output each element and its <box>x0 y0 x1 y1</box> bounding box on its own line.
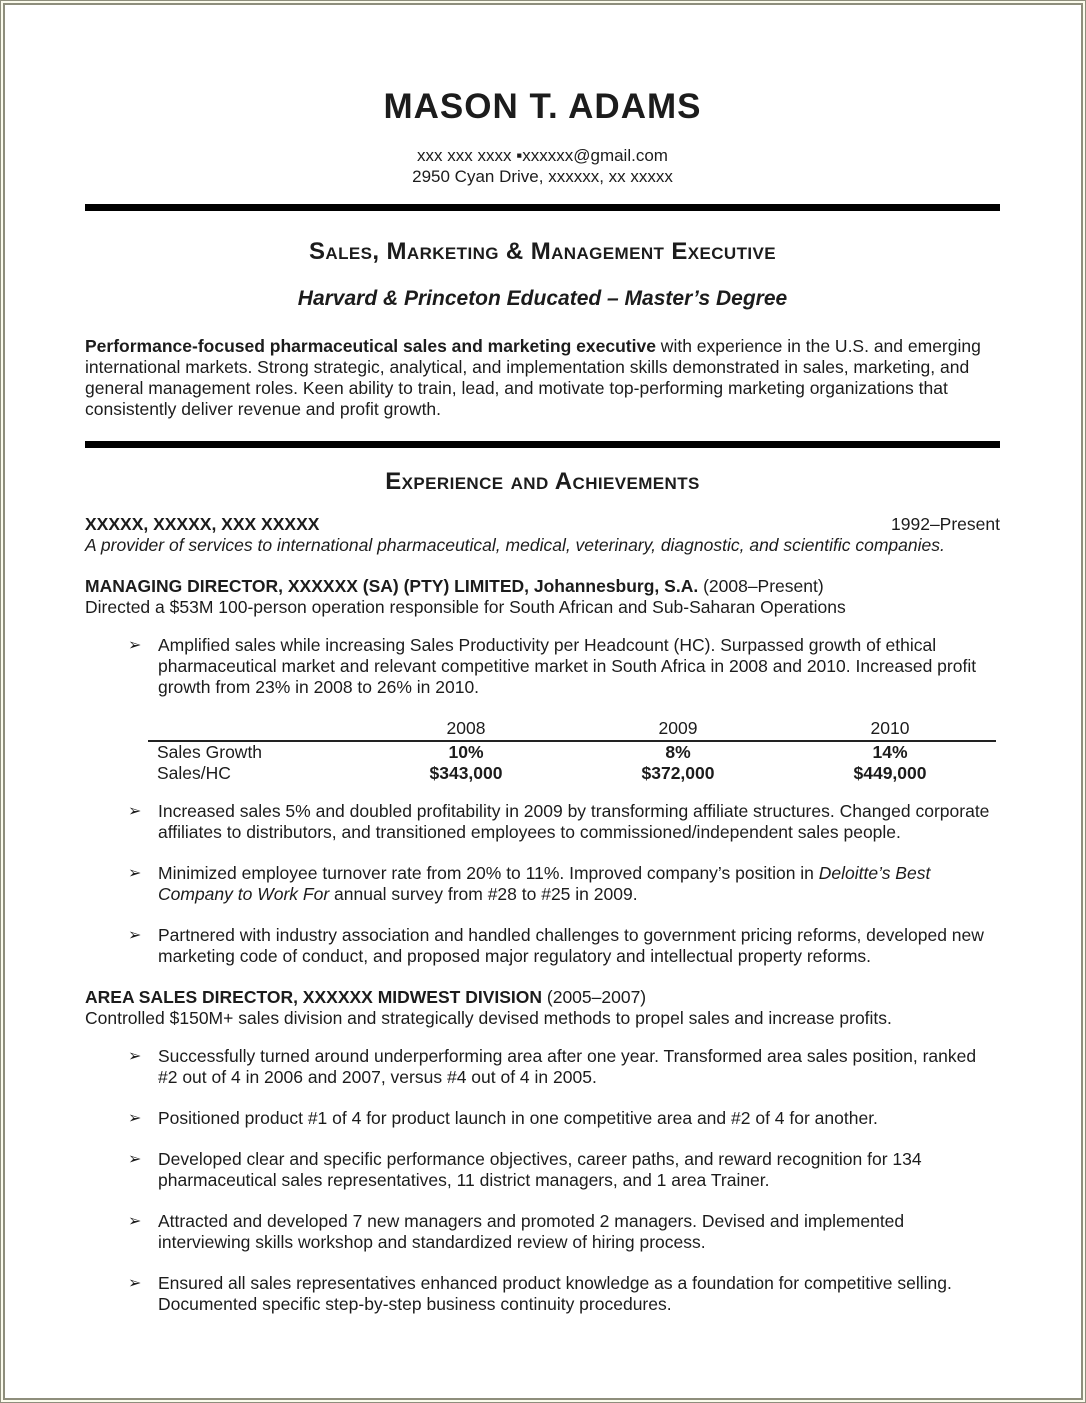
bullet-arrow-icon: ➢ <box>128 1212 142 1230</box>
job2-title: AREA SALES DIRECTOR, XXXXXX MIDWEST DIVISION <box>85 986 543 1007</box>
summary-paragraph <box>85 336 1000 420</box>
company-row <box>85 514 1000 535</box>
job1-bullet-list-a <box>85 635 1000 698</box>
summary-rest: with experience in the U.S. and emerging international markets. Strong strategic, analytical, and implementation skills demonstrated in sales, marketing, and general management roles. Keen ability to train, lead, and motivate top-performing marketing organizations that consistently deliver revenue and profit growth. <box>85 335 981 419</box>
bullet-arrow-icon: ➢ <box>128 1150 142 1168</box>
sales-table-year: 2008 <box>446 717 486 738</box>
summary-lead: Performance-focused pharmaceutical sales and marketing executive <box>85 335 656 356</box>
bullet-text <box>158 863 1000 905</box>
sales-table-row <box>148 763 996 784</box>
bullet-item <box>128 1108 1000 1129</box>
sales-table <box>148 718 996 784</box>
sales-table-year: 2010 <box>870 717 910 738</box>
job2-summary-line: Controlled $150M+ sales division and strategically devised methods to propel sales and increase profits. <box>85 1007 892 1028</box>
sales-table-cell: 14% <box>872 741 908 762</box>
sales-table-row-label: Sales Growth <box>157 741 263 762</box>
bullet-arrow-icon: ➢ <box>128 864 142 882</box>
company-dates: 1992–Present <box>891 513 1000 534</box>
job1-title: MANAGING DIRECTOR, XXXXXX (SA) (PTY) LIMITED, Johannesburg, S.A. <box>85 575 699 596</box>
sales-table-corner <box>148 718 360 739</box>
bullet-arrow-icon: ➢ <box>128 1109 142 1127</box>
sales-table-header-row <box>148 718 996 742</box>
section-heading-experience: Experience and Achievements <box>385 467 700 495</box>
divider-rule-middle <box>85 441 1000 448</box>
job1-dates: (2008–Present) <box>698 575 824 596</box>
sales-table-cell: $372,000 <box>641 762 715 783</box>
bullet-text: Attracted and developed 7 new managers and promoted 2 managers. Devised and implemented interviewing skills workshop and standardized review of hiring process. <box>158 1210 905 1252</box>
contact-line-phone-email: xxx xxx xxxx ▪xxxxxx@gmail.com <box>417 145 668 165</box>
bullet-text: Increased sales 5% and doubled profitability in 2009 by transforming affiliate structures. Changed corporate affiliates to distributors, and transitioned employees to commissioned/independent sales people. <box>158 800 990 842</box>
bullet-text: Developed clear and specific performance objectives, career paths, and reward recognition for 134 pharmaceutical sales representatives, 11 district managers, and 1 area Trainer. <box>158 1148 922 1190</box>
bullet-arrow-icon: ➢ <box>128 1274 142 1292</box>
sales-table-cell: $343,000 <box>429 762 503 783</box>
divider-rule-top <box>85 204 1000 211</box>
bullet-text: Partnered with industry association and handled challenges to government pricing reforms, developed new marketing code of conduct, and proposed major regulatory and intellectual property reforms. <box>158 924 984 966</box>
job1-title-row <box>85 576 1000 597</box>
bullet-arrow-icon: ➢ <box>128 636 142 654</box>
job2-dates: (2005–2007) <box>542 986 647 1007</box>
bullet-item <box>128 863 1000 905</box>
sales-table-cell: 10% <box>448 741 484 762</box>
bullet-item <box>128 1149 1000 1191</box>
bullet-arrow-icon: ➢ <box>128 1047 142 1065</box>
headline-title: Sales, Marketing & Management Executive <box>309 237 776 265</box>
sales-table-year: 2009 <box>658 717 698 738</box>
company-description: A provider of services to international pharmaceutical, medical, veterinary, diagnostic, and scientific companies. <box>85 534 945 555</box>
bullet-arrow-icon: ➢ <box>128 926 142 944</box>
sales-table-row-label: Sales/HC <box>157 762 231 783</box>
bullet-text-segment: Minimized employee turnover rate from 20% to 11%. Improved company’s position in <box>158 862 819 883</box>
bullet-item <box>128 801 1000 843</box>
bullet-item <box>128 635 1000 698</box>
bullet-item <box>128 925 1000 967</box>
bullet-item <box>128 1273 1000 1315</box>
bullet-item <box>128 1211 1000 1253</box>
contact-block <box>85 145 1000 187</box>
bullet-text: Positioned product #1 of 4 for product launch in one competitive area and #2 of 4 for another. <box>158 1107 878 1128</box>
contact-line-address: 2950 Cyan Drive, xxxxxx, xx xxxxx <box>412 166 673 186</box>
headline-subtitle: Harvard & Princeton Educated – Master’s Degree <box>297 286 788 310</box>
sales-table-cell: $449,000 <box>853 762 927 783</box>
job1-bullet-list-b <box>85 801 1000 967</box>
bullet-text: Amplified sales while increasing Sales Productivity per Headcount (HC). Surpassed growth of ethical pharmaceutical market and relevant competitive market in South Africa in 2008 and 2010. Increased profit growth from 23% in 2008 to 26% in 2010. <box>158 634 977 697</box>
bullet-text-segment: annual survey from #28 to #25 in 2009. <box>329 883 638 904</box>
bullet-text: Ensured all sales representatives enhanced product knowledge as a foundation for competitive selling. Documented specific step-by-step business continuity procedures. <box>158 1272 952 1314</box>
bullet-text-italic-segment: Deloitte’s Best Company to Work For <box>158 862 931 904</box>
job1-summary-line: Directed a $53M 100-person operation responsible for South African and Sub-Saharan Operations <box>85 596 846 617</box>
sales-table-row <box>148 742 996 763</box>
company-name: XXXXX, XXXXX, XXX XXXXX <box>85 513 320 534</box>
bullet-text: Successfully turned around underperforming area after one year. Transformed area sales position, ranked #2 out of 4 in 2006 and 2007, versus #4 out of 4 in 2005. <box>158 1045 977 1087</box>
candidate-name: MASON T. ADAMS <box>383 87 702 126</box>
job2-title-row <box>85 987 1000 1008</box>
bullet-item <box>128 1046 1000 1088</box>
bullet-arrow-icon: ➢ <box>128 802 142 820</box>
job2-bullet-list <box>85 1046 1000 1315</box>
sales-table-cell: 8% <box>665 741 691 762</box>
